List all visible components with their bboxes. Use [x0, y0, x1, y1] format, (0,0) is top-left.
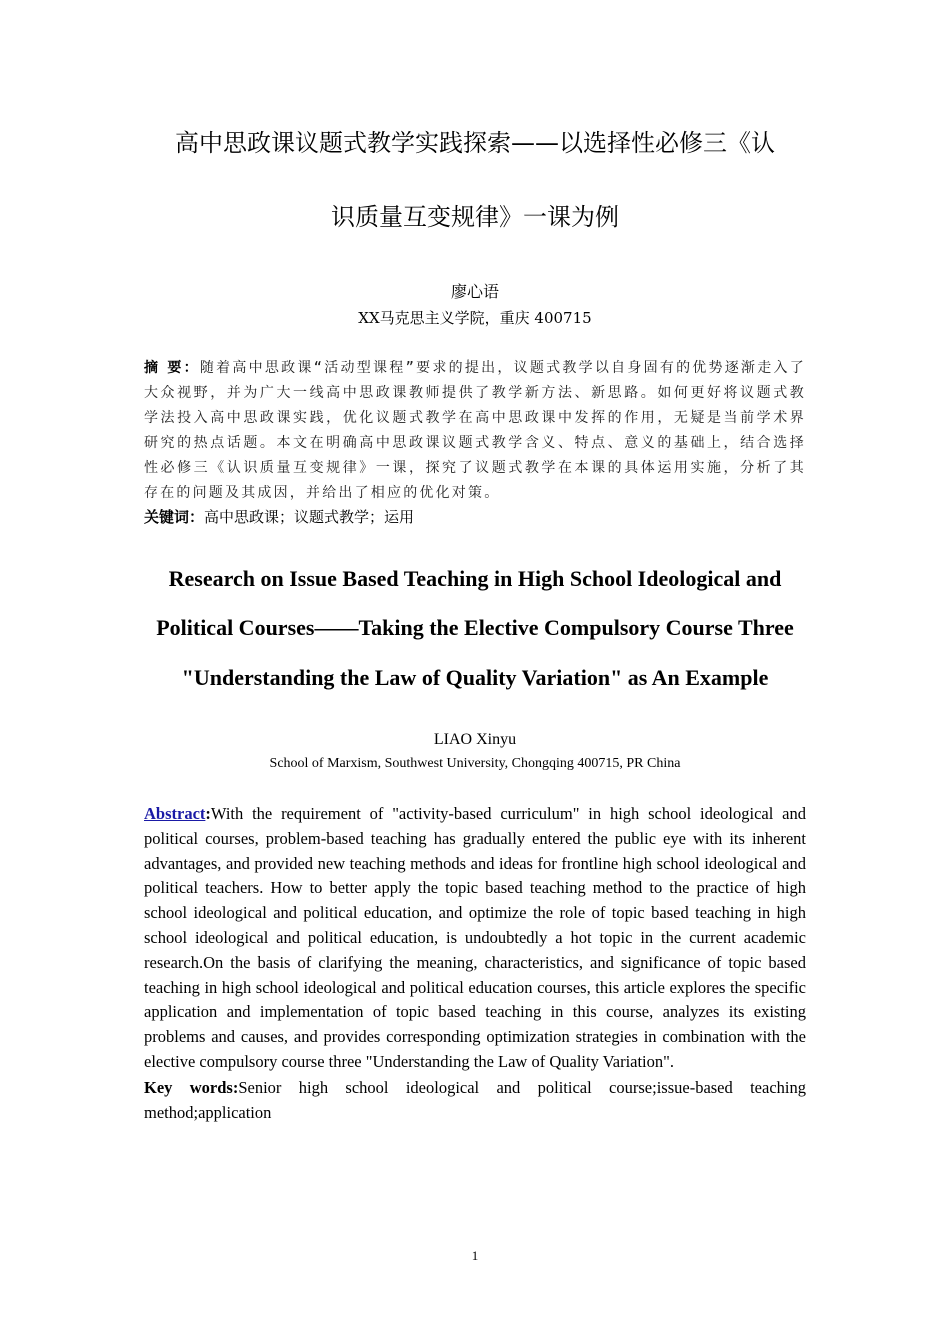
chinese-author: 廖心语 [450, 282, 499, 301]
chinese-keywords-text: 高中思政课；议题式教学；运用 [204, 508, 415, 526]
chinese-keywords [144, 506, 806, 528]
chinese-abstract-label: 摘 要： [144, 360, 200, 376]
english-affiliation: School of Marxism, Southwest University, Chongqing 400715, PR China [269, 756, 681, 771]
english-abstract [144, 802, 806, 1075]
english-keywords-text: Senior high school ideological and political course;issue-based teaching method;application [144, 1078, 806, 1122]
english-abstract-text: With the requirement of "activity-based curriculum" in high school ideological and political courses, problem-based teaching has gradually entered the public eye with its inherent advantages, and provided new teaching methods and ideas for frontline high school ideological and political teachers. How to better apply the topic based teaching method to the practice of high school ideological and political education, and optimize the role of topic based teaching in high school ideological and political education, is undoubtedly a hot topic in the current academic research.On the basis of clarifying the meaning, characteristics, and significance of topic based teaching in high school ideological and political education courses, this article explores the specific application and implementation of topic based teaching in this course, analyzes its existing problems and causes, and provides corresponding optimization strategies in combination with the elective compulsory course three "Understanding the Law of Quality Variation". [144, 804, 806, 1071]
english-title-line-1: Research on Issue Based Teaching in High School Ideological and [168, 566, 782, 591]
chinese-keywords-label: 关键词： [144, 508, 205, 526]
english-title-line-3: "Understanding the Law of Quality Variation" as An Example [181, 665, 769, 690]
chinese-abstract-text: 随着高中思政课“活动型课程”要求的提出，议题式教学以自身固有的优势逐渐走入了大众视野，并为广大一线高中思政课教师提供了教学新方法、新思路。如何更好将议题式教学法投入高中思政课实践，优化议题式教学在高中思政课中发挥的作用，无疑是当前学术界研究的热点话题。本文在明确高中思政课议题式教学含义、特点、意义的基础上，结合选择性必修三《认识质量互变规律》一课，探究了议题式教学在本课的具体运用实施，分析了其存在的问题及其成因，并给出了相应的优化对策。 [144, 360, 806, 501]
chinese-abstract [144, 356, 806, 506]
english-author: LIAO Xinyu [433, 731, 517, 748]
english-title-line-2: Political Courses——Taking the Elective Compulsory Course Three [156, 615, 794, 640]
chinese-title-line-1: 高中思政课议题式教学实践探索——以选择性必修三《认 [175, 129, 775, 157]
abstract-colon: : [205, 804, 211, 823]
page-number: 1 [471, 1248, 479, 1263]
english-keywords-label: Key words: [144, 1078, 239, 1097]
english-keywords [144, 1076, 806, 1126]
chinese-affiliation: XX马克思主义学院，重庆 400715 [358, 309, 592, 327]
chinese-title-line-2: 识质量互变规律》一课为例 [331, 203, 619, 231]
abstract-link[interactable]: Abstract [144, 804, 206, 823]
